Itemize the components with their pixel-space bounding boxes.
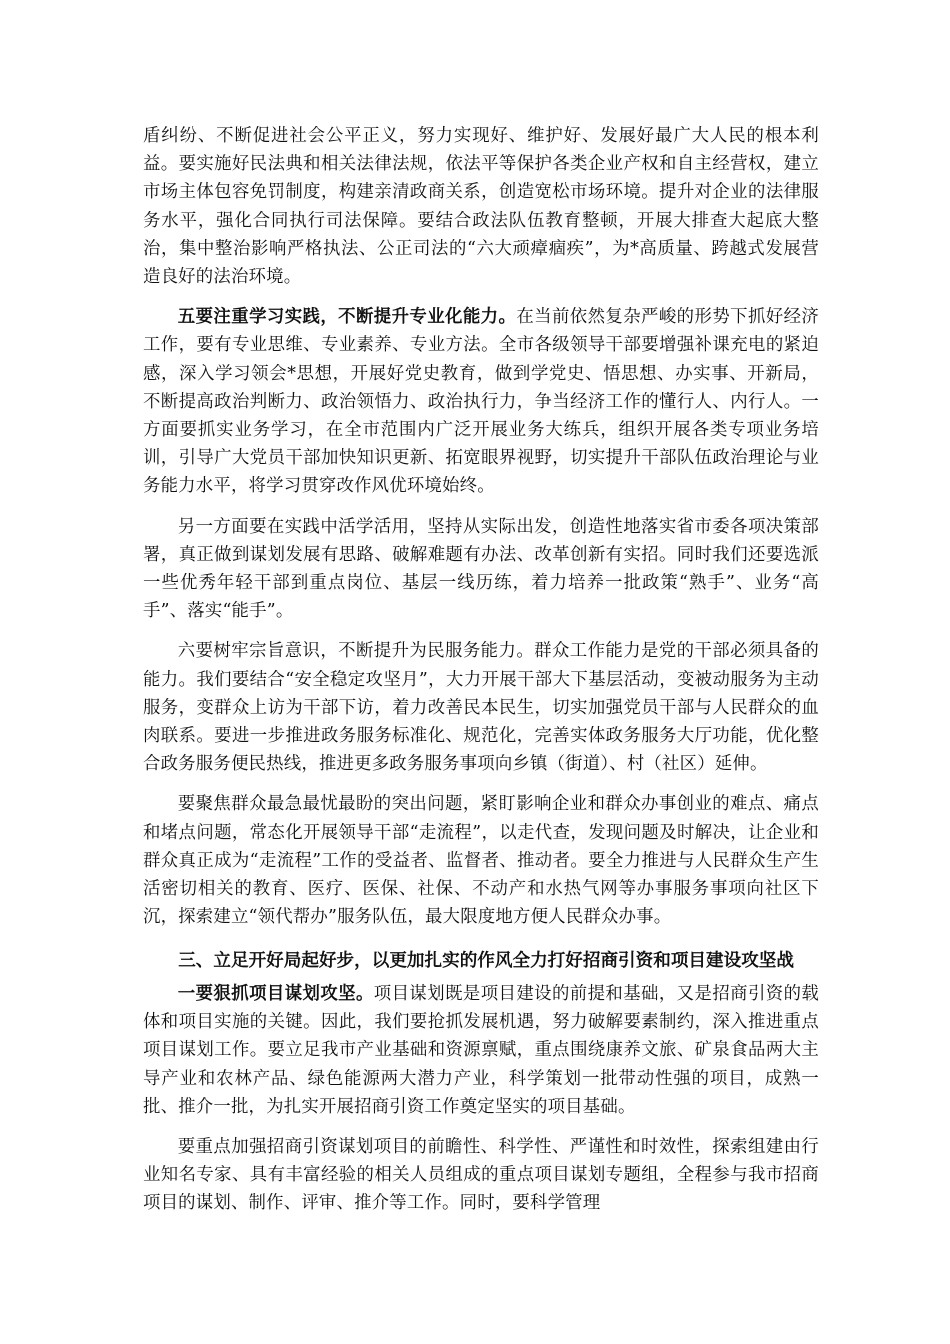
paragraph-text: 六要树牢宗旨意识，不断提升为民服务能力。群众工作能力是党的干部必须具备的能力。我们要结合“安全稳定攻坚月”，大力开展干部大下基层活动，变被动服务为主动服务，变群众上访为干部下访，着力改善民本民生，切实加强党员干部与人民群众的血肉联系。要进一步推进政务服务标准化、规范化，完善实体政务服务大厅功能，优化整合政务服务便民热线，推进更多政务服务事项向乡镇（街道）、村（社区）延伸。 xyxy=(143,641,819,775)
document-page xyxy=(143,122,819,1218)
section-heading-investment xyxy=(143,947,819,975)
paragraph-text: 项目谋划既是项目建设的前提和基础，又是招商引资的载体和项目实施的关键。因此，我们要抢抓发展机遇，努力破解要素制约，深入推进重点项目谋划工作。要立足我市产业基础和资源禀赋，重点围绕康养文旅、矿泉食品两大主导产业和农林产品、绿色能源两大潜力产业，科学策划一批带动性强的项目，成熟一批、推介一批，为扎实开展招商引资工作奠定坚实的项目基础。 xyxy=(143,983,819,1117)
paragraph-public-concerns xyxy=(143,790,819,931)
paragraph-project-planning xyxy=(143,980,819,1121)
heading-text: 三、立足开好局起好步，以更加扎实的作风全力打好招商引资和项目建设攻坚战 xyxy=(178,950,794,972)
paragraph-text: 要聚焦群众最急最忧最盼的突出问题，紧盯影响企业和群众办事创业的难点、痛点和堵点问题，常态化开展领导干部“走流程”，以走代查，发现问题及时解决，让企业和群众真正成为“走流程”工作的受益者、监督者、推动者。要全力推进与人民群众生产生活密切相关的教育、医疗、医保、社保、不动产和水热气网等办事服务事项向社区下沉，探索建立“领代帮办”服务队伍，最大限度地方便人民群众办事。 xyxy=(143,794,819,928)
paragraph-lead-bold: 一要狠抓项目谋划攻坚。 xyxy=(177,983,374,1004)
paragraph-text: 要重点加强招商引资谋划项目的前瞻性、科学性、严谨性和时效性，探索组建由行业知名专家、具有丰富经验的相关人员组成的重点项目谋划专题组，全程参与我市招商项目的谋划、制作、评审、推介等工作。同时，要科学管理 xyxy=(143,1136,819,1214)
paragraph-legal-environment xyxy=(143,122,819,291)
paragraph-service-awareness xyxy=(143,637,819,778)
paragraph-learning-practice xyxy=(143,303,819,500)
paragraph-text: 盾纠纷、不断促进社会公平正义，努力实现好、维护好、发展好最广大人民的根本利益。要实施好民法典和相关法律法规，依法平等保护各类企业产权和自主经营权，建立市场主体包容免罚制度，构建亲清政商关系，创造宽松市场环境。提升对企业的法律服务水平，强化合同执行司法保障。要结合政法队伍教育整顿，开展大排查大起底大整治，集中整治影响严格执法、公正司法的“六大顽瘴痼疾”，为*高质量、跨越式发展营造良好的法治环境。 xyxy=(143,126,819,288)
paragraph-lead-bold: 五要注重学习实践，不断提升专业化能力。 xyxy=(177,307,517,328)
paragraph-investment-planning xyxy=(143,1133,819,1218)
paragraph-practice-application xyxy=(143,513,819,626)
paragraph-text: 另一方面要在实践中活学活用，坚持从实际出发，创造性地落实省市委各项决策部署，真正做到谋划发展有思路、破解难题有办法、改革创新有实招。同时我们还要选派一些优秀年轻干部到重点岗位、基层一线历练，着力培养一批政策“熟手”、业务“高手”、落实“能手”。 xyxy=(143,516,819,622)
paragraph-text: 在当前依然复杂严峻的形势下抓好经济工作，要有专业思维、专业素养、专业方法。全市各级领导干部要增强补课充电的紧迫感，深入学习领会*思想，开展好党史教育，做到学党史、悟思想、办实事、开新局，不断提高政治判断力、政治领悟力、政治执行力，争当经济工作的懂行人、内行人。一方面要抓实业务学习，在全市范围内广泛开展业务大练兵，组织开展各类专项业务培训，引导广大党员干部加快知识更新、拓宽眼界视野，切实提升干部队伍政治理论与业务能力水平，将学习贯穿改作风优环境始终。 xyxy=(143,307,819,497)
